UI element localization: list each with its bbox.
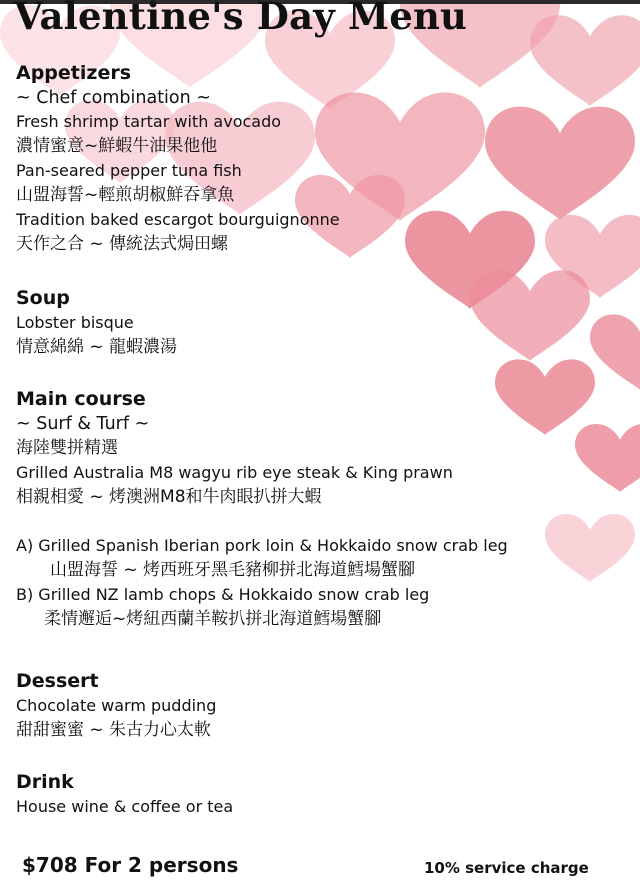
dish-name-zh: 山盟海誓~輕煎胡椒鮮吞拿魚 bbox=[16, 185, 235, 205]
section-subtitle: ~ Chef combination ~ bbox=[16, 88, 211, 108]
dish-option-a-zh: 山盟海誓 ~ 烤西班牙黑毛豬柳拼北海道鱈場蟹腳 bbox=[50, 560, 416, 580]
section-heading: Drink bbox=[16, 771, 74, 793]
section-heading: Dessert bbox=[16, 670, 99, 692]
dish-name-zh: 甜甜蜜蜜 ~ 朱古力心太軟 bbox=[16, 720, 212, 740]
price-label: $708 For 2 persons bbox=[22, 853, 239, 877]
dish-option-a: A) Grilled Spanish Iberian pork loin & Hokkaido snow crab leg bbox=[16, 536, 508, 555]
appetizers-section bbox=[16, 61, 636, 257]
dish-name: Tradition baked escargot bourguignonne bbox=[16, 210, 340, 229]
dish-option-b-zh: 柔情邂逅~烤紐西蘭羊鞍扒拼北海道鱈場蟹腳 bbox=[44, 609, 382, 629]
menu-title: Valentine's Day Menu bbox=[14, 0, 468, 38]
section-heading: Main course bbox=[16, 388, 146, 410]
soup-section bbox=[16, 286, 636, 360]
dish-name-zh: 濃情蜜意~鮮蝦牛油果他他 bbox=[16, 136, 218, 156]
dish-name-zh: 天作之合 ~ 傳統法式焗田螺 bbox=[16, 234, 229, 254]
section-heading: Soup bbox=[16, 287, 70, 309]
dish-name-zh: 情意綿綿 ~ 龍蝦濃湯 bbox=[16, 337, 178, 357]
section-heading: Appetizers bbox=[16, 62, 132, 84]
dish-name: Fresh shrimp tartar with avocado bbox=[16, 112, 282, 131]
dish-name: Lobster bisque bbox=[16, 313, 134, 332]
dish-name: Chocolate warm pudding bbox=[16, 696, 217, 715]
dish-name-zh: 相親相愛 ~ 烤澳洲M8和牛肉眼扒拼大蝦 bbox=[16, 487, 322, 507]
dish-option-b: B) Grilled NZ lamb chops & Hokkaido snow crab leg bbox=[16, 585, 430, 604]
dish-name: Pan-seared pepper tuna fish bbox=[16, 161, 242, 180]
dessert-section bbox=[16, 669, 636, 743]
section-subtitle: ~ Surf & Turf ~ bbox=[16, 414, 150, 434]
spacer bbox=[16, 510, 636, 534]
drink-name: House wine & coffee or tea bbox=[16, 797, 234, 816]
section-subtitle-zh: 海陸雙拼精選 bbox=[16, 438, 118, 458]
drink-section bbox=[16, 770, 636, 819]
dish-name: Grilled Australia M8 wagyu rib eye steak & King prawn bbox=[16, 463, 453, 482]
service-charge-label: 10% service charge bbox=[424, 859, 589, 877]
main-course-section bbox=[16, 387, 636, 632]
